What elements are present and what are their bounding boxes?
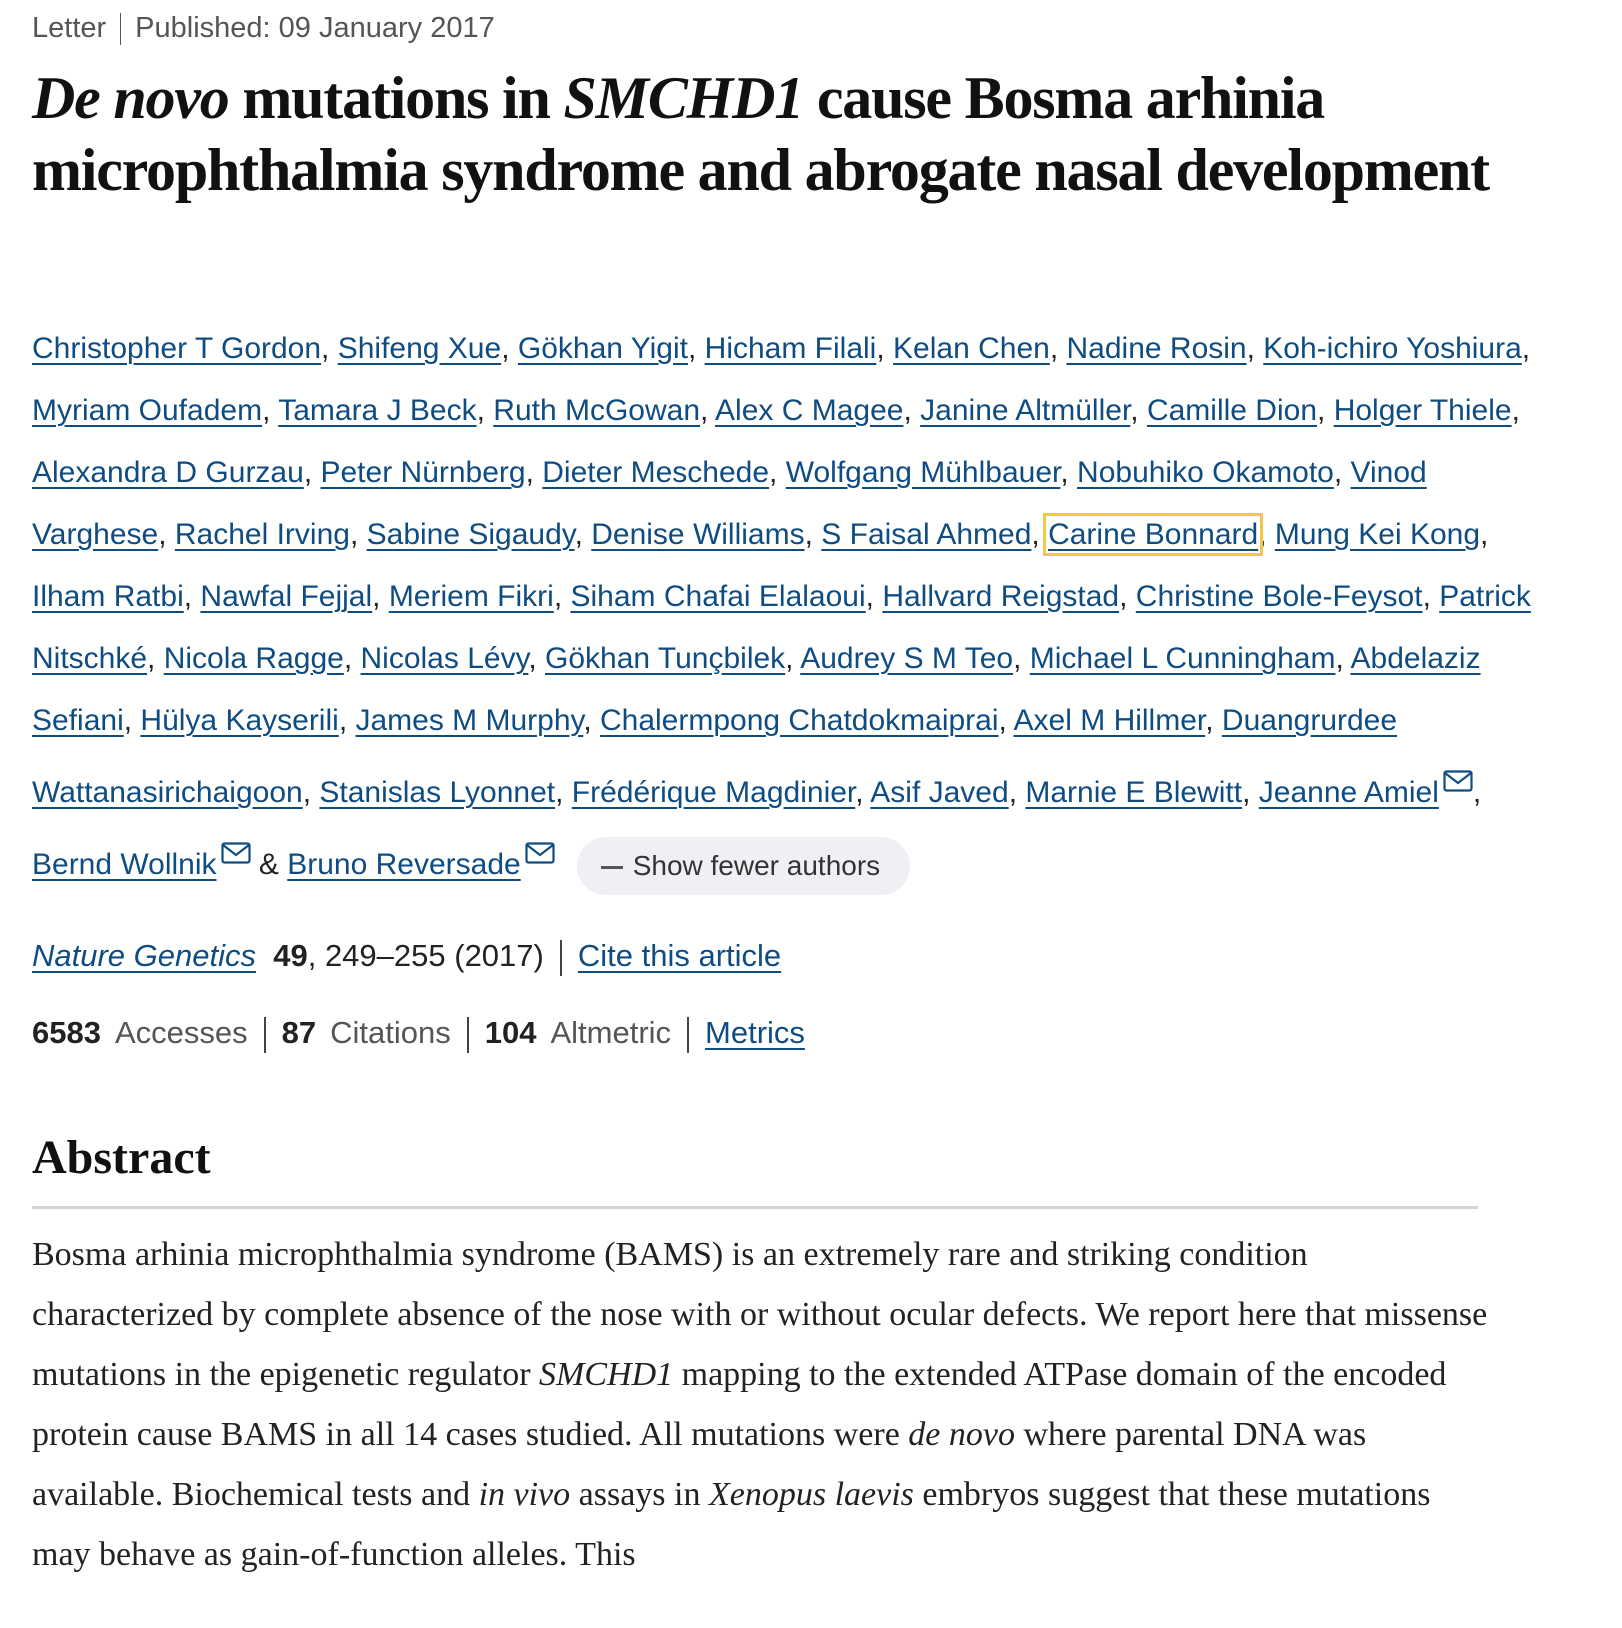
author-link[interactable]: Wolfgang Mühlbauer — [785, 456, 1061, 489]
author-link[interactable]: Siham Chafai Elalaoui — [570, 580, 866, 613]
author-link[interactable]: Hülya Kayserili — [140, 704, 339, 737]
author-link[interactable]: Rachel Irving — [174, 518, 350, 551]
author-link[interactable]: Vinod Varghese — [32, 456, 1427, 551]
citation-divider — [560, 940, 562, 976]
cite-article-link[interactable]: Cite this article — [577, 938, 782, 973]
author-link[interactable]: Abdelaziz Sefiani — [32, 642, 1481, 737]
abstract-italic: de novo — [908, 1416, 1015, 1453]
author-link[interactable]: Nicolas Lévy — [360, 642, 529, 675]
abstract-segment: embryos suggest that these mutations may behave as gain-of-function alleles. This — [32, 1476, 1431, 1573]
abstract-segment: Bosma arhinia microphthalmia syndrome (BAMS) is an extremely rare and striking condition characterized by complete absence of the nose with or without ocular defects. We report here that missense mutations in the epigenetic regulator — [32, 1236, 1488, 1393]
author-link[interactable]: Alex C Magee — [715, 394, 904, 427]
abstract-segment: assays in — [570, 1476, 709, 1513]
author-link[interactable]: S Faisal Ahmed — [821, 518, 1032, 551]
meta-divider — [120, 13, 121, 45]
abstract-heading: Abstract — [32, 1131, 211, 1184]
author-link[interactable]: Gökhan Yigit — [517, 332, 688, 365]
abstract-gene: SMCHD1 — [539, 1356, 674, 1393]
abstract-text — [32, 1225, 1492, 1585]
title-italic-1: De novo — [32, 65, 229, 131]
author-link[interactable]: Michael L Cunningham — [1029, 642, 1336, 675]
author-link[interactable]: Camille Dion — [1146, 394, 1318, 427]
metrics-divider — [687, 1017, 689, 1053]
author-link[interactable]: Denise Williams — [591, 518, 805, 551]
author-link[interactable]: Meriem Fikri — [388, 580, 554, 613]
author-conjunction: & — [258, 848, 279, 881]
author-link[interactable]: Nicola Ragge — [163, 642, 344, 675]
section-divider — [32, 1206, 1478, 1209]
author-link[interactable]: Janine Altmüller — [920, 394, 1131, 427]
author-link[interactable]: Asif Javed — [870, 776, 1009, 809]
author-link[interactable]: Ruth McGowan — [493, 394, 701, 427]
author-link[interactable]: Koh-ichiro Yoshiura — [1263, 332, 1522, 365]
minus-icon — [601, 866, 623, 869]
article-title — [32, 62, 1532, 206]
author-link[interactable]: Bruno Reversade — [287, 848, 521, 881]
citation-line — [32, 938, 781, 976]
author-link[interactable]: Nadine Rosin — [1066, 332, 1247, 365]
author-link[interactable]: Hallvard Reigstad — [882, 580, 1120, 613]
author-link[interactable]: Sabine Sigaudy — [366, 518, 575, 551]
author-link[interactable]: Carine Bonnard — [1048, 518, 1259, 551]
author-link[interactable]: Peter Nürnberg — [320, 456, 526, 489]
title-text-4: cause Bosma arhinia microphthalmia syndrome and abrogate nasal development — [32, 65, 1489, 203]
article-type: Letter — [32, 12, 107, 44]
author-link[interactable]: Audrey S M Teo — [800, 642, 1014, 675]
author-link[interactable]: Ilham Ratbi — [32, 580, 184, 613]
metrics-link[interactable]: Metrics — [705, 1015, 805, 1050]
author-link[interactable]: Axel M Hillmer — [1013, 704, 1206, 737]
author-link[interactable]: Tamara J Beck — [278, 394, 477, 427]
altmetric-label: Altmetric — [550, 1015, 672, 1050]
author-link[interactable]: Mung Kei Kong — [1274, 518, 1481, 551]
abstract-italic: in vivo — [478, 1476, 571, 1513]
author-link[interactable]: Christopher T Gordon — [32, 332, 322, 365]
author-link[interactable]: James M Murphy — [355, 704, 584, 737]
accesses-label: Accesses — [114, 1015, 248, 1050]
author-link[interactable]: Christine Bole-Feysot — [1135, 580, 1423, 613]
metrics-bar — [32, 1015, 805, 1053]
author-link[interactable]: Marnie E Blewitt — [1025, 776, 1243, 809]
author-link[interactable]: Jeanne Amiel — [1258, 776, 1439, 809]
author-link[interactable]: Duangrurdee Wattanasirichaigoon — [32, 704, 1398, 809]
published-date: Published: 09 January 2017 — [135, 12, 495, 44]
metrics-divider — [467, 1017, 469, 1053]
author-link[interactable]: Myriam Oufadem — [32, 394, 263, 427]
citations-label: Citations — [330, 1015, 451, 1050]
journal-link[interactable]: Nature Genetics — [32, 938, 256, 973]
citations-count: 87 — [281, 1015, 317, 1050]
author-link[interactable]: Hicham Filali — [704, 332, 877, 365]
envelope-icon[interactable] — [1443, 752, 1473, 774]
author-link[interactable]: Nobuhiko Okamoto — [1077, 456, 1334, 489]
article-meta — [32, 12, 495, 45]
abstract-segment: mapping to the extended ATPase domain of the encoded protein cause BAMS in all 14 cases studied. All mutations were — [32, 1356, 1447, 1453]
abstract-species: Xenopus laevis — [708, 1476, 914, 1513]
show-fewer-label: Show fewer authors — [632, 850, 881, 882]
envelope-icon[interactable] — [525, 824, 555, 846]
author-link[interactable]: Stanislas Lyonnet — [319, 776, 556, 809]
author-link[interactable]: Holger Thiele — [1333, 394, 1512, 427]
author-link[interactable]: Bernd Wollnik — [32, 848, 217, 881]
author-link[interactable]: Dieter Meschede — [542, 456, 770, 489]
pages-year: , 249–255 (2017) — [307, 938, 544, 973]
author-link[interactable]: Shifeng Xue — [337, 332, 502, 365]
title-italic-3: SMCHD1 — [563, 65, 804, 131]
author-link[interactable]: Frédérique Magdinier — [571, 776, 856, 809]
altmetric-count: 104 — [484, 1015, 537, 1050]
abstract-segment: where parental DNA was available. Biochemical tests and — [32, 1416, 1367, 1513]
accesses-count: 6583 — [32, 1015, 101, 1050]
metrics-divider — [264, 1017, 266, 1053]
envelope-icon[interactable] — [221, 824, 251, 846]
title-text-2: mutations in — [228, 65, 564, 131]
volume: 49 — [273, 938, 308, 973]
author-list: Christopher T Gordon, Shifeng Xue, Gökhan Yigit, Hicham Filali, Kelan Chen, Nadine Rosin, Koh-ichiro Yoshiura, Myriam Oufadem, Tamara J Beck, Ruth McGowan, Alex C Magee, Janine Altmüller, Camille Dion, Holger Thiele, Alexandra D Gurzau, Peter Nürnberg, Dieter Meschede, Wolfgang Mühlbauer, Nobuhiko Okamoto, Vinod Varghese, Rachel Irving, Sabine Sigaudy, Denise Williams, S Faisal Ahmed, Carine Bonnard, Mung Kei Kong, Ilham Ratbi, Nawfal Fejjal, Meriem Fikri, Siham Chafai Elalaoui, Hallvard Reigstad, Christine Bole-Feysot, Patrick Nitschké, Nicola Ragge, Nicolas Lévy, Gökhan Tunçbilek, Audrey S M Teo, Michael L Cunningham, Abdelaziz Sefiani, Hülya Kayserili, James M Murphy, Chalermpong Chatdokmaiprai, Axel M Hillmer, Duangrurdee Wattanasirichaigoon, Stanislas Lyonnet, Frédérique Magdinier, Asif Javed, Marnie E Blewitt, Jeanne Amiel , Bernd Wollnik & Bruno Reversade Show fewer authors — [32, 318, 1552, 896]
author-link[interactable]: Alexandra D Gurzau — [32, 456, 304, 489]
author-link[interactable]: Patrick Nitschké — [32, 580, 1531, 675]
author-link[interactable]: Nawfal Fejjal — [200, 580, 373, 613]
show-fewer-authors-button[interactable] — [577, 837, 910, 895]
author-link[interactable]: Gökhan Tunçbilek — [545, 642, 786, 675]
author-link[interactable]: Chalermpong Chatdokmaiprai — [599, 704, 999, 737]
author-link[interactable]: Kelan Chen — [893, 332, 1050, 365]
